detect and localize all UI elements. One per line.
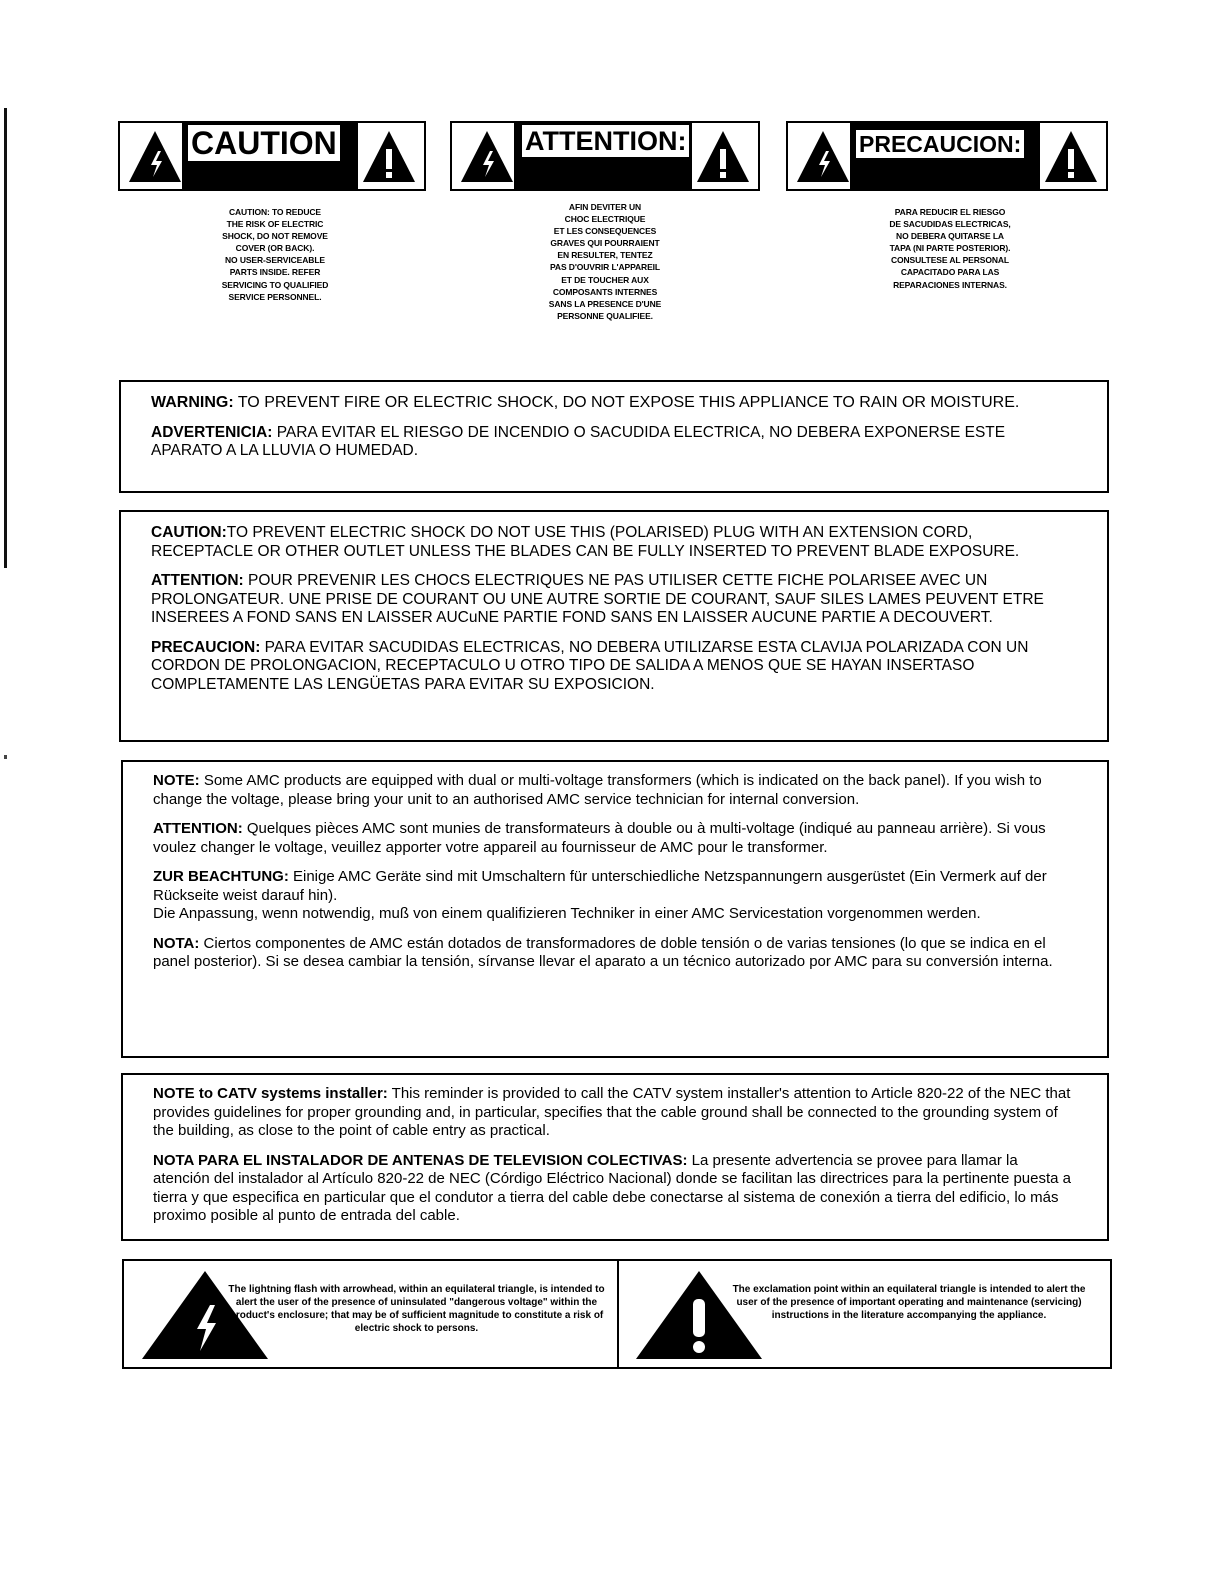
- lightning-symbol-text: The lightning flash with arrowhead, within an equilateral triangle, is intended to alert the user of the presence of uninsulated "dangerous voltage" within the product's enclosure; that may be of sufficient magnitude to constitute a risk of electric shock to persons.: [228, 1284, 605, 1334]
- exclamation-symbol-text: The exclamation point within an equilateral triangle is intended to alert the user of the presence of important operating and maintenance (servicing) instructions in the literature accompanying the appliance.: [732, 1284, 1086, 1321]
- catv-note-es: NOTA PARA EL INSTALADOR DE ANTENAS DE TELEVISION COLECTIVAS: La presente advertencia se provee para llamar la atención del instalador al Artículo 820-22 de NEC (Córdigo Eléctrico Nacional) donde se facilitan las directrices para la pertinente puesta a tierra y que especifica en particular que el condutor a tierra del cable debe conectarse al sistema de conexión a tierra del edificio, lo más proximo posible al punto de entrada del cable.: [153, 1151, 1072, 1224]
- scan-dot: [4, 755, 7, 759]
- lightning-triangle-icon: [458, 127, 516, 185]
- exclamation-triangle-icon: [694, 127, 752, 185]
- warning-en: WARNING: TO PREVENT FIRE OR ELECTRIC SHOCK, DO NOT EXPOSE THIS APPLIANCE TO RAIN OR MOISTURE.: [151, 394, 1020, 411]
- catv-note-en: NOTE to CATV systems installer: This reminder is provided to call the CATV system installer's attention to Article 820-22 of the NEC that provides guidelines for proper grounding and, in particular, specifies that the cable ground shall be connected to the grounding system of the building, as close to the point of cable entry as practical.: [153, 1085, 1071, 1139]
- caution-label: [118, 121, 426, 191]
- plug-caution-en: CAUTION:TO PREVENT ELECTRIC SHOCK DO NOT USE THIS (POLARISED) PLUG WITH AN EXTENSION CORD, RECEPTACLE OR OTHER OUTLET UNLESS THE BLADES CAN BE FULLY INSERTED TO PREVENT BLADE EXPOSURE.: [151, 524, 1020, 560]
- attention-label: [450, 121, 760, 191]
- caution-label-text: CAUTION: TO REDUCE THE RISK OF ELECTRIC SHOCK, DO NOT REMOVE COVER (OR BACK). NO USER-SERVICEABLE PARTS INSIDE. REFER SERVICING TO QUALIFIED SERVICE PERSONNEL.: [221, 207, 329, 302]
- panel-divider: [617, 1261, 619, 1367]
- symbol-explanation-panel: [122, 1259, 1112, 1369]
- voltage-note-box: [121, 760, 1109, 1058]
- voltage-note-en: NOTE: Some AMC products are equipped with dual or multi-voltage transformers (which is indicated on the back panel). If you wish to change the voltage, please bring your unit to an authorised AMC service technician for internal conversion.: [153, 772, 1042, 808]
- plug-caution-fr: ATTENTION: POUR PREVENIR LES CHOCS ELECTRIQUES NE PAS UTILISER CETTE FICHE POLARISEE AVEC UN PROLONGATEUR. UNE PRISE DE COURANT OU UNE AUTRE SORTIE DE COURANT, SAUF SILES LAMES PEUVENT ETRE INSEREES A FOND SANS EN LAISSER AUCuNE PARTIE FOND SANS EN LAISSER AUCUNE PARTIE A DECOUVERT.: [151, 572, 1044, 626]
- precaucion-label-text: PARA REDUCIR EL RIESGO DE SACUDIDAS ELECTRICAS, NO DEBERA QUITARSE LA TAPA (NI PARTE POSTERIOR). CONSULTESE AL PERSONAL CAPACITADO PARA LAS REPARACIONES INTERNAS.: [889, 207, 1011, 290]
- exclamation-triangle-icon: [360, 127, 418, 185]
- exclamation-triangle-icon: [1042, 127, 1100, 185]
- plug-caution-box: [119, 510, 1109, 742]
- voltage-note-es: NOTA: Ciertos componentes de AMC están dotados de transformadores de doble tensión o de varias tensiones (lo que se indica en el panel posterior). Si se desea cambiar la tensión, sírvanse llevar el aparato a un técnico autorizado por AMC para su conversión interna.: [153, 934, 1053, 970]
- voltage-note-fr: ATTENTION: Quelques pièces AMC sont munies de transformateurs à double ou à multi-voltage (indiqué au panneau arrière). Si vous voulez changer le voltage, veuillez apporter votre appareil au fournisseur de AMC pour le transformer.: [153, 820, 1046, 856]
- plug-caution-es: PRECAUCION: PARA EVITAR SACUDIDAS ELECTRICAS, NO DEBERA UTILIZARSE ESTA CLAVIJA POLARIZADA CON UN CORDON DE PROLONGACION, RECEPTACULO U OTRO TIPO DE SALIDA A MENOS QUE SE HAYAN INSERTASO COMPLETAMENTE LAS LENGÜETAS PARA EVITAR SU EXPOSICION.: [151, 638, 1029, 693]
- voltage-note-de: ZUR BEACHTUNG: Einige AMC Geräte sind mit Umschaltern für unterschiedliche Netzspannungern ausgerüstet (Ein Vermerk auf der Rückseite weist darauf hin).: [153, 868, 1047, 904]
- lightning-triangle-icon: [794, 127, 852, 185]
- warning-box: [119, 380, 1109, 493]
- warning-es: ADVERTENICIA: PARA EVITAR EL RIESGO DE INCENDIO O SACUDIDA ELECTRICA, NO DEBERA EXPONERSE ESTE APARATO A LA LLUVIA O HUMEDAD.: [151, 423, 1006, 459]
- voltage-note-de-2: Die Anpassung, wenn notwendig, muß von einem qualifizieren Techniker in einer AMC Servicestation vorgenommen werden.: [153, 905, 981, 922]
- attention-label-text: AFIN DEVITER UN CHOC ELECTRIQUE ET LES CONSEQUENCES GRAVES QUI POURRAIENT EN RESULTER, TENTEZ PAS D'OUVRIR L'APPAREIL ET DE TOUCHER AUX COMPOSANTS INTERNES SANS LA PRESENCE D'UNE PERSONNE QUALIFIEE.: [548, 202, 662, 321]
- scan-edge-line: [4, 108, 7, 568]
- caution-word: CAUTION: [188, 125, 340, 161]
- precaucion-word: PRECAUCION:: [856, 130, 1024, 158]
- catv-note-box: [121, 1073, 1109, 1241]
- lightning-triangle-icon: [126, 127, 184, 185]
- attention-word: ATTENTION:: [522, 125, 689, 157]
- precaucion-label: [786, 121, 1108, 191]
